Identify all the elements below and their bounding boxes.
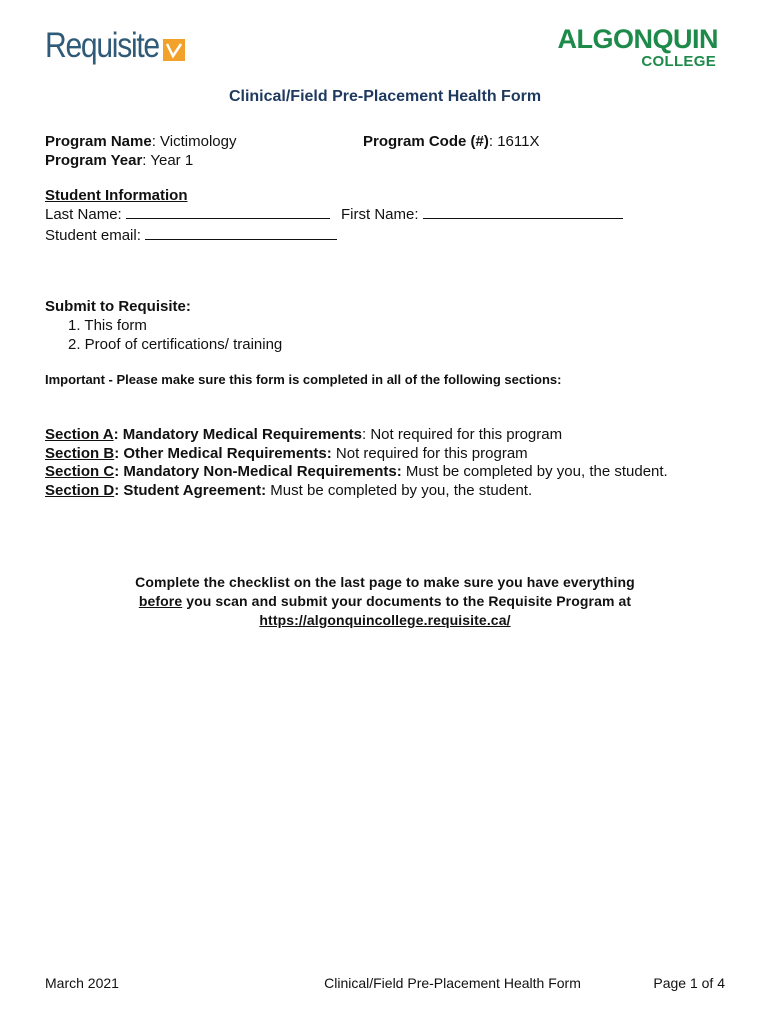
section-b-title: : Other Medical Requirements: [114, 445, 332, 462]
program-year-value: : Year 1 [142, 152, 194, 169]
footer-page-number: Page 1 of 4 [653, 975, 725, 991]
email-row [45, 227, 337, 244]
section-d-row [45, 482, 532, 499]
email-field[interactable] [145, 239, 337, 240]
checklist-note-before: before [138, 593, 183, 609]
submit-item-1: 1. This form [68, 317, 147, 334]
important-note: Important - Please make sure this form is completed in all of the following sections: [45, 372, 562, 387]
section-b-id: Section B [45, 445, 115, 462]
requisite-url-link[interactable]: https://algonquincollege.requisite.ca/ [259, 612, 511, 628]
checklist-note-rest: you scan and submit your documents to the Requisite Program at [182, 593, 632, 609]
section-d-title: : Student Agreement: [114, 482, 267, 499]
last-name-label: Last Name: [45, 206, 122, 223]
submit-item-2: 2. Proof of certifications/ training [68, 336, 283, 353]
section-d-id: Section D [45, 482, 115, 499]
section-c-title: : Mandatory Non-Medical Requirements: [114, 463, 402, 480]
checklist-note-line2 [0, 592, 770, 611]
requisite-logo-text: Requisite [45, 26, 159, 65]
submit-heading: Submit to Requisite: [45, 298, 191, 315]
email-label: Student email: [45, 227, 141, 244]
section-b-row [45, 445, 528, 462]
section-c-row [45, 463, 668, 480]
program-year-label: Program Year [45, 152, 143, 169]
footer-title: Clinical/Field Pre-Placement Health Form [324, 975, 581, 991]
requisite-logo [45, 28, 185, 63]
first-name-field[interactable] [423, 218, 623, 219]
checklist-url-row [0, 611, 770, 630]
first-name-row [341, 206, 623, 223]
program-code [363, 133, 539, 150]
program-name-label: Program Name [45, 133, 152, 150]
algonquin-college-logo [546, 26, 718, 69]
section-b-note: Not required for this program [331, 445, 528, 462]
first-name-label: First Name: [341, 206, 419, 223]
program-code-value: : 1611X [488, 133, 540, 150]
page-title: Clinical/Field Pre-Placement Health Form [228, 88, 542, 105]
section-d-note: Must be completed by you, the student. [266, 482, 533, 499]
section-a-row [45, 426, 562, 443]
algonquin-logo-bottom: COLLEGE [641, 53, 716, 70]
section-c-id: Section C [45, 463, 115, 480]
section-c-note: Must be completed by you, the student. [401, 463, 668, 480]
last-name-row [45, 206, 330, 223]
program-year [45, 152, 193, 169]
checklist-note-line1: Complete the checklist on the last page to make sure you have everything [135, 574, 635, 590]
program-name-value: : Victimology [151, 133, 237, 150]
footer-date: March 2021 [45, 975, 119, 991]
checkmark-icon [163, 39, 185, 61]
program-name [45, 133, 236, 150]
program-code-label: Program Code (#) [363, 133, 489, 150]
algonquin-logo-top: ALGONQUIN [557, 24, 718, 54]
section-a-id: Section A [45, 426, 114, 443]
section-a-title: : Mandatory Medical Requirements [113, 426, 363, 443]
student-info-heading: Student Information [45, 187, 188, 204]
section-a-note: : Not required for this program [362, 426, 563, 443]
last-name-field[interactable] [126, 218, 330, 219]
